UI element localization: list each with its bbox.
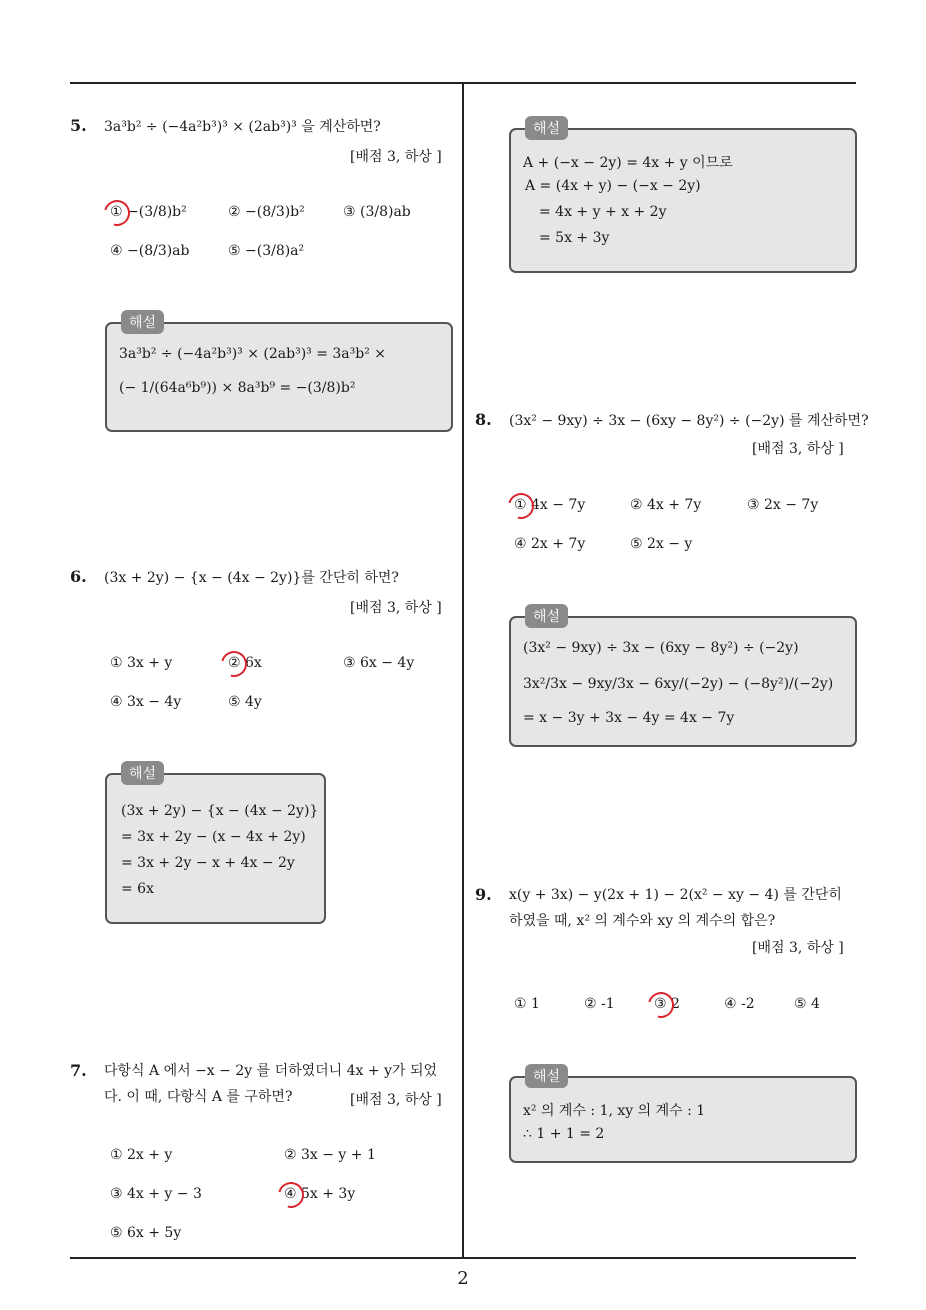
q6-option-5[interactable]: ⑤ 4y [228,694,262,710]
q8-option-3[interactable]: ③ 2x − 7y [747,497,819,513]
q9-option-1[interactable]: ① 1 [514,996,540,1012]
q8-solution-line-2: 3x²/3x − 9xy/3x − 6xy/(−2y) − (−8y²)/(−2y) [523,676,834,692]
q8-option-2[interactable]: ② 4x + 7y [630,497,702,513]
q9-solution-line-1: x² 의 계수 : 1, xy 의 계수 : 1 [523,1103,706,1119]
q5-solution-box [105,315,453,432]
q5-solution-line-2: (− 1/(64a⁶b⁹)) × 8a³b⁹ = −(3/8)b² [119,380,356,396]
q7-solution-line-2: A = (4x + y) − (−x − 2y) [525,178,701,194]
q6-solution-line-4: = 6x [121,881,154,897]
q5-option-3[interactable]: ③ (3/8)ab [343,204,411,220]
bottom-rule [70,1257,856,1259]
q8-option-5[interactable]: ⑤ 2x − y [630,536,693,552]
q6-answer-circle [216,646,252,682]
q5-answer-circle [99,195,135,231]
q8-solution-line-1: (3x² − 9xy) ÷ 3x − (6xy − 8y²) ÷ (−2y) [523,640,799,656]
q5-score: [배점 3, 하상 ] [350,149,442,165]
q9-number: 9. [475,885,492,904]
q5-solution-tag: 해설 [121,310,164,334]
q9-solution-tag: 해설 [525,1064,568,1088]
q5-option-4[interactable]: ④ −(8/3)ab [110,243,190,259]
q9-text-line-2: 하였을 때, x² 의 계수와 xy 의 계수의 합은? [509,913,776,929]
q6-option-4[interactable]: ④ 3x − 4y [110,694,182,710]
q5-text: 3a³b² ÷ (−4a²b³)³ × (2ab³)³ 을 계산하면? [104,119,381,135]
q8-solution-tag: 해설 [525,604,568,628]
q6-text: (3x + 2y) − {x − (4x − 2y)}를 간단히 하면? [104,570,399,586]
q8-text: (3x² − 9xy) ÷ 3x − (6xy − 8y²) ÷ (−2y) 를 계산하면? [509,413,869,429]
q5-option-1[interactable]: ① −(3/8)b² [110,204,187,220]
column-divider [462,82,464,1258]
q7-option-4[interactable]: ④ 5x + 3y [284,1186,356,1202]
q7-number: 7. [70,1061,87,1080]
q6-solution-line-2: = 3x + 2y − (x − 4x + 2y) [121,829,306,845]
q6-option-1[interactable]: ① 3x + y [110,655,173,671]
q7-text-line-1: 다항식 A 에서 −x − 2y 를 더하였더니 4x + y가 되었 [104,1063,438,1079]
q5-option-5[interactable]: ⑤ −(3/8)a² [228,243,305,259]
q8-option-4[interactable]: ④ 2x + 7y [514,536,586,552]
q6-number: 6. [70,567,87,586]
q8-option-1[interactable]: ① 4x − 7y [514,497,586,513]
q7-option-2[interactable]: ② 3x − y + 1 [284,1147,376,1163]
q5-solution-line-1: 3a³b² ÷ (−4a²b³)³ × (2ab³)³ = 3a³b² × [119,346,387,362]
q7-solution-line-4: = 5x + 3y [539,230,610,246]
q9-option-2[interactable]: ② -1 [584,996,615,1012]
q7-option-1[interactable]: ① 2x + y [110,1147,173,1163]
q6-option-3[interactable]: ③ 6x − 4y [343,655,415,671]
q9-score: [배점 3, 하상 ] [752,940,844,956]
q8-score: [배점 3, 하상 ] [752,441,844,457]
q5-option-2[interactable]: ② −(8/3)b² [228,204,305,220]
q7-answer-circle [273,1177,309,1213]
page-number: 2 [457,1268,469,1289]
q6-solution-box [105,766,326,924]
q5-number: 5. [70,116,87,135]
q7-solution-line-3: = 4x + y + x + 2y [539,204,667,220]
q6-solution-line-3: = 3x + 2y − x + 4x − 2y [121,855,295,871]
q8-answer-circle [503,488,539,524]
q6-solution-line-1: (3x + 2y) − {x − (4x − 2y)} [121,803,319,819]
q9-option-3[interactable]: ③ 2 [654,996,680,1012]
q8-number: 8. [475,410,492,429]
q9-solution-line-2: ∴ 1 + 1 = 2 [523,1126,605,1142]
q8-solution-line-3: = x − 3y + 3x − 4y = 4x − 7y [523,710,735,726]
q6-option-2[interactable]: ② 6x [228,655,262,671]
q7-solution-tag: 해설 [525,116,568,140]
q6-solution-tag: 해설 [121,761,164,785]
q7-text-line-2: 다. 이 때, 다항식 A 를 구하면? [104,1089,293,1105]
q7-solution-line-1: A + (−x − 2y) = 4x + y 이므로 [523,155,733,171]
q6-score: [배점 3, 하상 ] [350,600,442,616]
q9-answer-circle [643,987,679,1023]
q9-option-4[interactable]: ④ -2 [724,996,755,1012]
q9-option-5[interactable]: ⑤ 4 [794,996,820,1012]
q7-score: [배점 3, 하상 ] [350,1092,442,1108]
q9-text-line-1: x(y + 3x) − y(2x + 1) − 2(x² − xy − 4) 를 간단히 [509,887,842,903]
q7-option-3[interactable]: ③ 4x + y − 3 [110,1186,202,1202]
q7-solution-box [509,121,857,273]
q7-option-5[interactable]: ⑤ 6x + 5y [110,1225,182,1241]
q9-solution-box [509,1069,857,1163]
q8-solution-box [509,609,857,747]
